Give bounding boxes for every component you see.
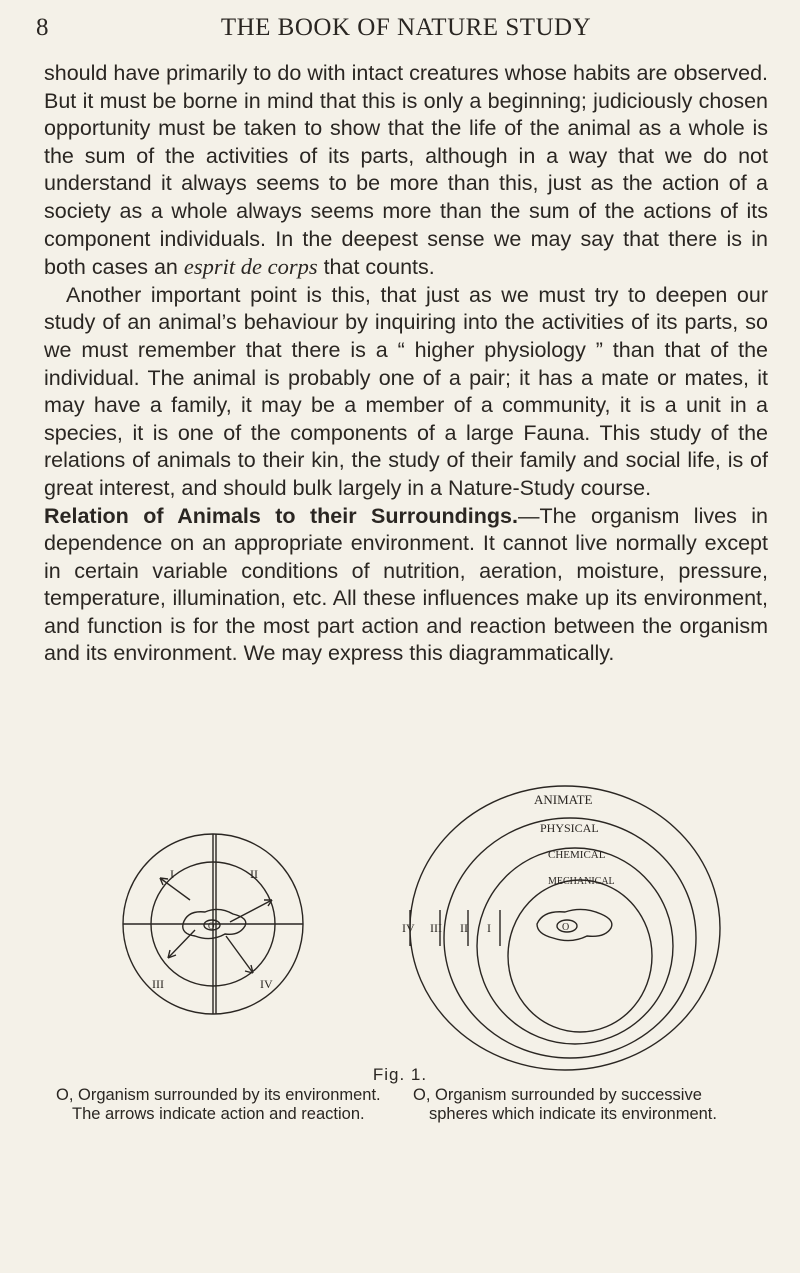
paragraph-3: Relation of Animals to their Surroundings.—The organism lives in dependence on an appropriate environment. It cannot live normally except in certain variable conditions of nutrition, aeration, moisture, pressure, temperature, illumination, etc. All these influences make up its environment, and function is for the most part action and reaction between the organism and its environment. We may express this diagrammatically.: [44, 503, 768, 666]
figure-1: [40, 760, 780, 1080]
figure-label: Fig. 1.: [372, 1065, 428, 1084]
figure-diagrams: [40, 760, 780, 1080]
caption-left: O, Organism surrounded by its environment. The arrows indicate action and reaction.: [56, 1086, 381, 1123]
label-II: II: [250, 867, 258, 881]
paragraph-2: Another important point is this, that just as we must try to deepen our study of an animal’s behaviour by inquiring into the activities of its parts, so we must remember that there is a “ higher physiology ” than that of the individual. The animal is probably one of a pair; it has a mate or mates, it may have a family, it may be a member of a community, it is a unit in a species, it is one of the components of a large Fauna. This study of the relations of animals to their kin, the study of their family and social life, is of great interest, and should bulk largely in a Nature-Study course.: [44, 282, 768, 500]
page-number: 8: [36, 14, 49, 41]
caption-right: O, Organism surrounded by successive spheres which indicate its environment.: [413, 1086, 717, 1123]
section-heading: Relation of Animals to their Surroundings.: [44, 503, 518, 528]
label-numeral-II: II: [460, 921, 468, 935]
label-mechanical: MECHANICAL: [548, 876, 615, 887]
label-numeral-I: I: [487, 921, 491, 935]
organism-shape-right: [537, 909, 612, 940]
label-IV: IV: [260, 977, 273, 991]
running-title: THE BOOK OF NATURE STUDY: [220, 14, 592, 41]
running-header: [36, 14, 776, 48]
label-numeral-III: III: [430, 921, 442, 935]
label-III: III: [152, 977, 164, 991]
label-animate: ANIMATE: [534, 792, 593, 807]
italic-phrase: esprit de corps: [183, 254, 318, 280]
sphere-mechanical: [508, 880, 652, 1032]
label-physical: PHYSICAL: [540, 821, 599, 835]
label-O-left: O: [208, 921, 215, 931]
label-chemical: CHEMICAL: [548, 849, 606, 861]
label-I: I: [170, 867, 174, 881]
body-text: [44, 60, 768, 668]
label-numeral-IV: IV: [402, 921, 415, 935]
paragraph-1: should have primarily to do with intact creatures whose habits are observed. But it must be borne in mind that this is only a beginning; judiciously chosen opportunity must be taken to show that the life of the animal as a whole is the sum of the activities of its parts, although in a way that we do not understand it always seems to be more than this, just as the action of a society as a whole always seems more than the sum of the actions of its component individuals. In the deepest sense we may say that there is in both cases an esprit de corps that counts.: [44, 61, 768, 280]
label-O-right: O: [562, 922, 570, 933]
